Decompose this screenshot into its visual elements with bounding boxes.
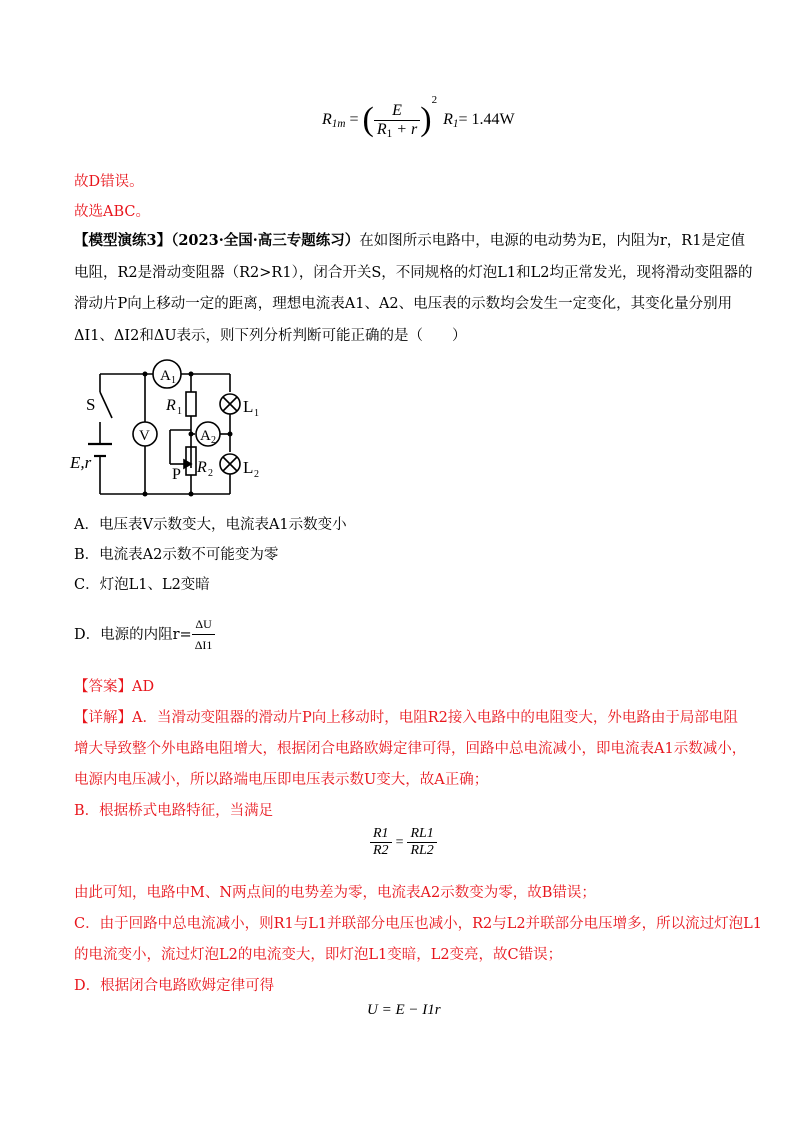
bridge-fraction-right [407, 826, 436, 859]
question-line1 [74, 231, 745, 251]
bridge-num2: RL1 [407, 826, 436, 843]
detail-d-line1: D．根据闭合电路欧姆定律可得 [74, 978, 275, 994]
option-b: B．电流表A2示数不可能变为零 [74, 547, 279, 563]
formula-exponent: 2 [431, 94, 438, 106]
formula-result: = 1.44W [458, 111, 515, 128]
detail-c-line1: C．由于回路中总电流减小，则R1与L1并联部分电压也减小，R2与L2并联部分电压增多，所以流过灯泡L1 [74, 916, 762, 932]
label-R1-sub: 1 [177, 406, 182, 417]
option-d-prefix: D．电源的内阻r= [74, 626, 192, 643]
detail-c-line2: 的电流变小，流过灯泡L2的电流变大，即灯泡L1变暗，L2变亮，故C错误； [74, 947, 563, 963]
formula-eq: = [349, 111, 359, 128]
detail-line2: 增大导致整个外电路电阻增大，根据闭合电路欧姆定律可得，回路中总电流减小，即电流表A1示数减小， [74, 741, 747, 757]
bridge-eq: = [395, 834, 404, 850]
label-A2-sub: 2 [211, 435, 216, 446]
label-Er: E,r [70, 453, 92, 472]
question-line4: ΔI1、ΔI2和ΔU表示，则下列分析判断可能正确的是（ ） [74, 328, 467, 344]
ohm-formula: U = E − I1r [367, 1002, 441, 1018]
label-L1-sub: 1 [254, 408, 259, 419]
label-L1: L [243, 397, 254, 416]
label-L2: L [243, 458, 254, 477]
label-R1: R [166, 397, 176, 414]
bridge-num1: R1 [370, 826, 392, 843]
option-d-numerator: ΔU [192, 614, 216, 635]
prev-answer-line2: 故选ABC。 [74, 204, 150, 220]
fraction-numerator: E [374, 102, 420, 121]
answer-line: 【答案】AD [74, 679, 155, 695]
label-V: V [139, 428, 150, 444]
bridge-formula [370, 826, 437, 859]
label-R2: R [197, 459, 207, 476]
option-a: A．电压表V示数变大，电流表A1示数变小 [74, 517, 347, 533]
prev-answer-line1: 故D错误。 [74, 174, 144, 190]
label-L2-sub: 2 [254, 469, 259, 480]
detail-line3: 电源内电压减小，所以路端电压即电压表示数U变大，故A正确； [74, 772, 489, 788]
bridge-den1: R2 [373, 843, 389, 858]
circuit-diagram [60, 352, 290, 502]
right-paren: ) [420, 101, 432, 138]
label-A1-sub: 1 [171, 375, 176, 386]
top-formula [322, 94, 515, 142]
detail-b-line2: 由此可知，电路中M、N两点间的电势差为零，电流表A2示数变为零，故B错误； [74, 885, 596, 901]
formula-tail: $R_1$ [443, 111, 459, 130]
question-line3: 滑动片P向上移动一定的距离，理想电流表A1、A2、电压表的示数均会发生一定变化，其变化量分别用 [74, 296, 733, 312]
label-P: P [172, 466, 181, 483]
option-d-fraction [192, 614, 216, 655]
bridge-den2: RL2 [410, 843, 434, 858]
bridge-fraction-left [370, 826, 392, 859]
label-S: S [86, 395, 96, 414]
question-source: （2023·全国·高三专题练习） [171, 232, 360, 249]
question-line2: 电阻，R2是滑动变阻器（R2>R1），闭合开关S，不同规格的灯泡L1和L2均正常发光，现将滑动变阻器的 [74, 265, 753, 281]
detail-line1: 【详解】A．当滑动变阻器的滑动片P向上移动时，电阻R2接入电路中的电阻变大，外电路由于局部电阻 [74, 710, 738, 726]
formula-fraction [374, 102, 420, 139]
option-c: C．灯泡L1、L2变暗 [74, 577, 210, 593]
option-d [74, 614, 215, 655]
question-line1-text: 在如图所示电路中，电源的电动势为E，内阻为r，R1是定值 [359, 233, 745, 249]
label-R2-sub: 2 [208, 468, 213, 479]
question-label: 【模型演练3】 [74, 232, 172, 249]
left-paren: ( [362, 101, 374, 138]
label-A1: A [160, 368, 171, 384]
formula-lhs: $R_{1m}$ [322, 111, 346, 130]
detail-b-line1: B．根据桥式电路特征，当满足 [74, 803, 274, 819]
label-A2: A [200, 428, 211, 444]
option-d-denominator: ΔI1 [194, 638, 213, 652]
fraction-denominator: $R_1 + r$ [376, 120, 418, 140]
